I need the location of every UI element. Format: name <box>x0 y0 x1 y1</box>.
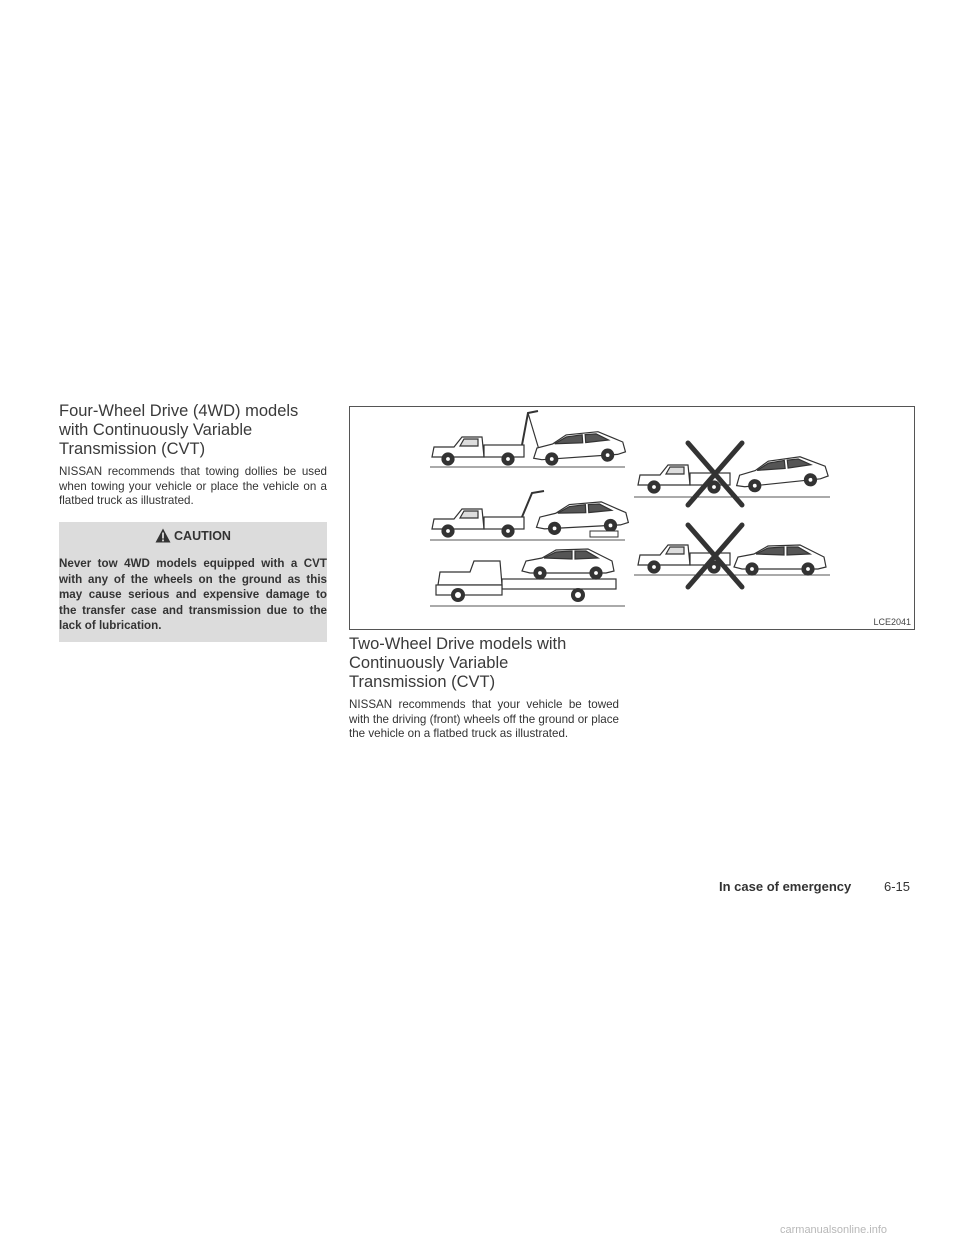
panel-flatbed <box>430 549 625 606</box>
caution-box <box>59 522 327 642</box>
towing-illustration <box>349 406 915 630</box>
caution-label: CAUTION <box>174 529 231 543</box>
watermark: carmanualsonline.info <box>780 1224 888 1236</box>
heading-4wd: Four-Wheel Drive (4WD) models with Continuously Variable Transmission (CVT) <box>59 402 299 458</box>
panel-not-allowed-all-on-ground <box>634 525 830 587</box>
towing-methods-diagram <box>350 407 914 629</box>
footer-page-number: 6-15 <box>884 879 911 894</box>
panel-tow-dolly-1 <box>430 411 626 467</box>
caution-title <box>59 528 327 544</box>
footer-section-title: In case of emergency <box>719 879 852 894</box>
body-4wd: NISSAN recommends that towing dollies be used when towing your vehicle or place the vehicle on a flatbed truck as illustrated. <box>59 465 327 508</box>
caution-text: Never tow 4WD models equipped with a CVT with any of the wheels on the ground as this may cause serious and expensive damage to the transfer case and transmission due to the lack of lubrication. <box>59 557 327 632</box>
panel-tow-dolly-2 <box>430 491 629 540</box>
body-2wd: NISSAN recommends that your vehicle be towed with the driving (front) wheels off the ground or place the vehicle on a flatbed truck as illustrated. <box>349 698 619 741</box>
panel-not-allowed-rear-on-ground <box>634 443 830 505</box>
heading-2wd: Two-Wheel Drive models with Continuously Variable Transmission (CVT) <box>349 635 567 691</box>
warning-triangle-icon <box>155 528 171 543</box>
figure-code: LCE2041 <box>873 617 911 627</box>
